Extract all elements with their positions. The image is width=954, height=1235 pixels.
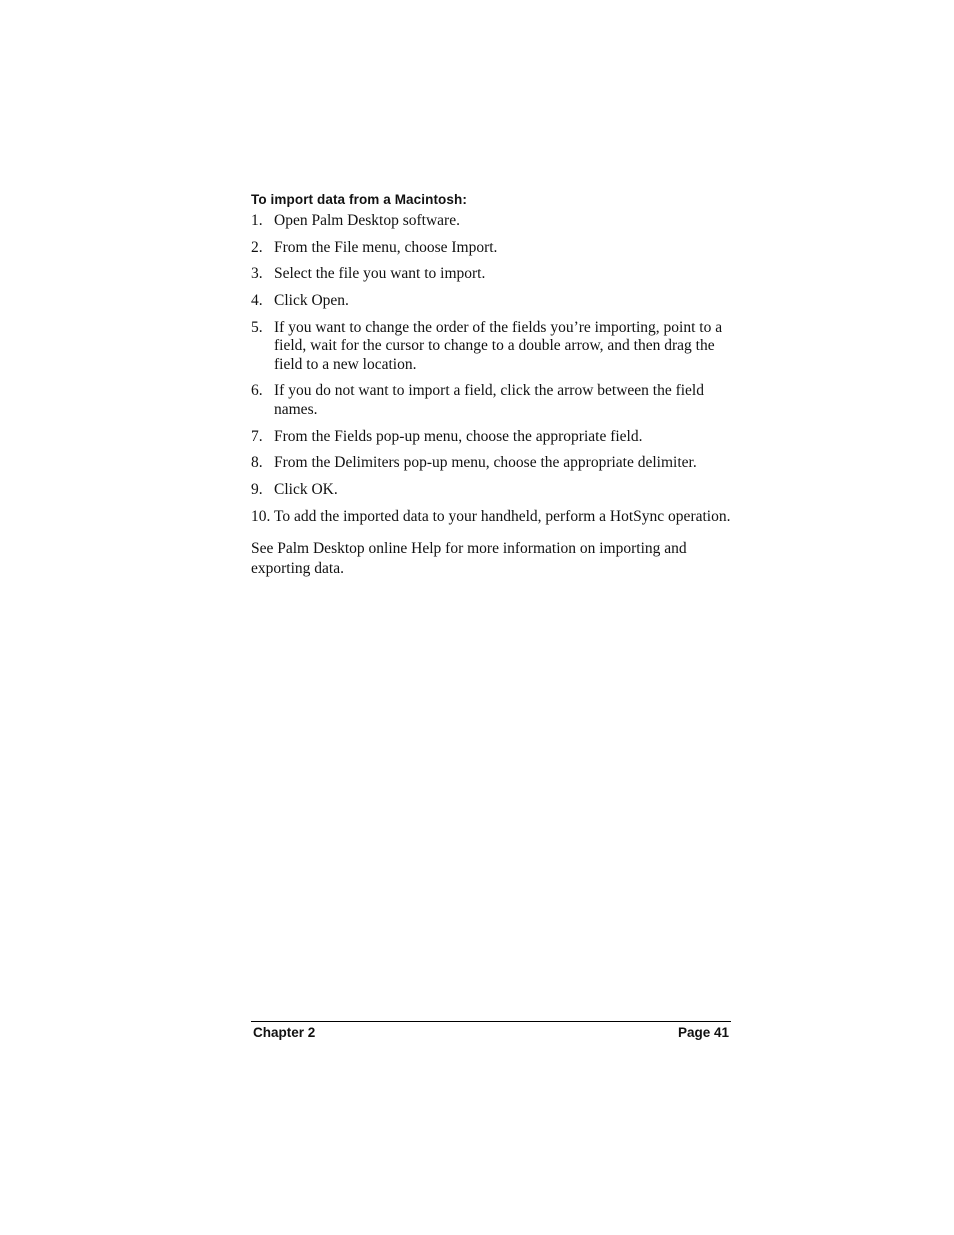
list-item	[251, 212, 731, 231]
step-number: 2.	[251, 238, 263, 256]
page-number: Page 41	[677, 1025, 729, 1040]
help-note: See Palm Desktop online Help for more information on importing and exporting data.	[251, 540, 687, 577]
list-item	[251, 319, 731, 375]
list-item	[251, 428, 731, 447]
step-number: 1.	[251, 212, 263, 229]
step-number: 8.	[251, 454, 263, 472]
step-text: If you want to change the order of the fields you’re importing, point to a field, wait for the cursor to change to a double arrow, and then drag the field to a new location.	[274, 318, 723, 373]
step-text: Click OK.	[274, 481, 338, 498]
list-item	[251, 454, 731, 473]
section-heading: To import data from a Macintosh:	[251, 192, 467, 207]
page-footer	[251, 1021, 731, 1042]
chapter-label: Chapter 2	[253, 1025, 316, 1040]
step-number: 10.	[251, 507, 271, 525]
step-number: 9.	[251, 481, 263, 498]
step-text: If you do not want to import a field, click the arrow between the field names.	[274, 382, 704, 418]
list-item	[251, 265, 731, 284]
step-number: 4.	[251, 292, 263, 310]
step-number: 7.	[251, 427, 263, 445]
page-content	[251, 191, 731, 578]
list-item	[251, 292, 731, 311]
step-number: 6.	[251, 382, 263, 400]
list-item	[251, 508, 731, 527]
steps-list	[251, 212, 731, 526]
step-text: From the File menu, choose Import.	[274, 238, 498, 256]
step-text: Open Palm Desktop software.	[274, 212, 460, 229]
step-text: From the Fields pop-up menu, choose the appropriate field.	[274, 427, 643, 445]
list-item	[251, 481, 731, 500]
list-item	[251, 382, 731, 419]
step-text: Select the file you want to import.	[274, 265, 486, 283]
step-number: 5.	[251, 318, 263, 336]
step-text: Click Open.	[274, 292, 349, 310]
step-text: From the Delimiters pop-up menu, choose the appropriate delimiter.	[274, 454, 697, 472]
step-number: 3.	[251, 265, 263, 283]
list-item	[251, 239, 731, 258]
step-text: To add the imported data to your handheld, perform a HotSync operation.	[274, 507, 731, 525]
